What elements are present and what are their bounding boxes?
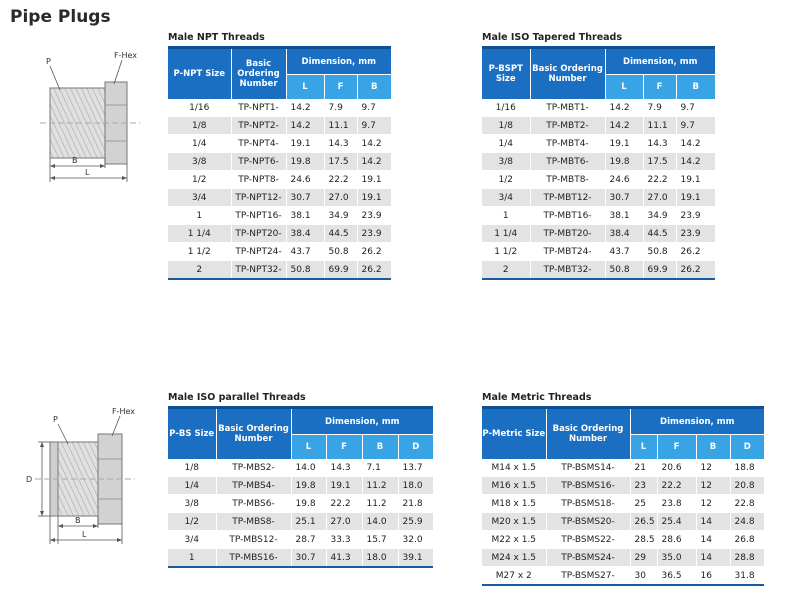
ordering-number-cell: TP-NPT8- — [231, 171, 286, 189]
size-cell: 3/4 — [168, 531, 216, 549]
diagram-label-l: L — [85, 168, 90, 177]
table-row — [482, 531, 764, 549]
size-cell: 3/4 — [482, 189, 530, 207]
size-cell: 1 — [168, 549, 216, 568]
size-cell: M20 x 1.5 — [482, 513, 546, 531]
dimension-cell: 43.7 — [286, 243, 324, 261]
ordering-header: Basic Ordering Number — [216, 408, 291, 460]
metric-table — [482, 406, 764, 586]
dimension-cell: 11.1 — [324, 117, 357, 135]
ordering-number-cell: TP-BSMS27- — [546, 567, 630, 586]
dimension-cell: 12 — [696, 495, 730, 513]
dimension-cell: 28.7 — [291, 531, 326, 549]
dimension-cell: 14.2 — [286, 117, 324, 135]
dimension-cell: 39.1 — [398, 549, 433, 568]
dimension-cell: 26.2 — [357, 261, 391, 280]
table-row — [482, 459, 764, 477]
dimension-cell: 11.1 — [643, 117, 676, 135]
size-header: P-NPT Size — [168, 48, 231, 100]
iso-parallel-table — [168, 406, 433, 568]
dimension-cell: 27.0 — [324, 189, 357, 207]
dimension-cell: 14.2 — [605, 117, 643, 135]
ordering-number-cell: TP-NPT20- — [231, 225, 286, 243]
dimension-cell: 14.2 — [357, 153, 391, 171]
dimension-cell: 23.9 — [676, 225, 715, 243]
dimension-cell: 30.7 — [605, 189, 643, 207]
dim-col-header: B — [362, 435, 398, 460]
table-row — [482, 189, 715, 207]
dimension-cell: 18.0 — [398, 477, 433, 495]
dimension-cell: 17.5 — [643, 153, 676, 171]
dimension-cell: 27.0 — [643, 189, 676, 207]
ordering-number-cell: TP-BSMS16- — [546, 477, 630, 495]
size-cell: 1 1/4 — [168, 225, 231, 243]
dimension-cell: 9.7 — [676, 117, 715, 135]
dimension-cell: 14.3 — [326, 459, 362, 477]
table-caption: Male NPT Threads — [168, 32, 265, 43]
dimension-cell: 14.0 — [362, 513, 398, 531]
dim-col-header: B — [696, 435, 730, 460]
table-row — [168, 135, 391, 153]
dimension-cell: 14.2 — [286, 99, 324, 117]
ordering-number-cell: TP-NPT12- — [231, 189, 286, 207]
size-cell: 3/4 — [168, 189, 231, 207]
size-cell: 2 — [482, 261, 530, 280]
size-header: P-Metric Size — [482, 408, 546, 460]
dimension-cell: 43.7 — [605, 243, 643, 261]
dimension-cell: 29 — [630, 549, 657, 567]
dimension-cell: 19.8 — [286, 153, 324, 171]
size-cell: 1/2 — [168, 513, 216, 531]
ordering-header: Basic Ordering Number — [546, 408, 630, 460]
size-cell: 1/8 — [482, 117, 530, 135]
size-cell: M16 x 1.5 — [482, 477, 546, 495]
dimension-cell: 12 — [696, 477, 730, 495]
page-title: Pipe Plugs — [10, 7, 111, 27]
diagram-label-fhex: F-Hex — [112, 407, 136, 416]
size-cell: 2 — [168, 261, 231, 280]
pipe-plug-diagram-parallel — [20, 402, 150, 547]
pipe-plug-diagram-tapered — [30, 50, 150, 185]
table-block-iso-tapered — [482, 32, 715, 280]
dimension-cell: 19.8 — [291, 477, 326, 495]
table-row — [482, 243, 715, 261]
dim-col-header: B — [676, 75, 715, 100]
table-row — [168, 549, 433, 568]
dimension-cell: 20.6 — [657, 459, 696, 477]
dim-col-header: B — [357, 75, 391, 100]
dimension-cell: 19.1 — [357, 189, 391, 207]
ordering-number-cell: TP-MBT6- — [530, 153, 605, 171]
dimension-cell: 14.2 — [676, 135, 715, 153]
dimension-cell: 14.3 — [643, 135, 676, 153]
ordering-header: Basic Ordering Number — [530, 48, 605, 100]
table-row — [482, 99, 715, 117]
table-row — [168, 513, 433, 531]
dimension-cell: 28.8 — [730, 549, 764, 567]
ordering-number-cell: TP-NPT4- — [231, 135, 286, 153]
table-row — [482, 513, 764, 531]
dimension-cell: 26.2 — [676, 261, 715, 280]
table-row — [168, 171, 391, 189]
dimension-cell: 24.8 — [730, 513, 764, 531]
table-block-npt — [168, 32, 391, 280]
ordering-number-cell: TP-BSMS18- — [546, 495, 630, 513]
dimension-cell: 22.2 — [643, 171, 676, 189]
table-caption: Male ISO Tapered Threads — [482, 32, 623, 43]
dim-col-header: D — [730, 435, 764, 460]
dim-col-header: L — [291, 435, 326, 460]
size-cell: M24 x 1.5 — [482, 549, 546, 567]
diagram-label-b: B — [75, 516, 81, 525]
dimension-cell: 7.1 — [362, 459, 398, 477]
ordering-number-cell: TP-MBS8- — [216, 513, 291, 531]
dimension-cell: 14.2 — [357, 135, 391, 153]
size-cell: 1/8 — [168, 117, 231, 135]
ordering-number-cell: TP-MBT4- — [530, 135, 605, 153]
dimension-cell: 38.1 — [286, 207, 324, 225]
table-row — [168, 189, 391, 207]
dimension-cell: 44.5 — [324, 225, 357, 243]
dimension-cell: 14.3 — [324, 135, 357, 153]
dim-col-header: F — [657, 435, 696, 460]
dimension-cell: 25.9 — [398, 513, 433, 531]
dimension-cell: 19.1 — [605, 135, 643, 153]
dim-col-header: F — [643, 75, 676, 100]
diagram-label-p: P — [53, 415, 58, 424]
size-cell: 1/4 — [168, 477, 216, 495]
size-cell: 3/8 — [168, 495, 216, 513]
dimension-cell: 19.1 — [676, 189, 715, 207]
diagram-label-p: P — [46, 57, 51, 66]
table-row — [168, 153, 391, 171]
table-row — [482, 567, 764, 586]
diagram-label-fhex: F-Hex — [114, 51, 138, 60]
table-row — [168, 207, 391, 225]
dimension-cell: 19.8 — [291, 495, 326, 513]
iso-tapered-table — [482, 46, 715, 280]
size-cell: 3/8 — [482, 153, 530, 171]
table-row — [168, 531, 433, 549]
dimension-cell: 41.3 — [326, 549, 362, 568]
dimension-cell: 9.7 — [357, 117, 391, 135]
size-cell: 1 1/2 — [482, 243, 530, 261]
size-cell: 1/8 — [168, 459, 216, 477]
size-cell: M18 x 1.5 — [482, 495, 546, 513]
dimension-cell: 44.5 — [643, 225, 676, 243]
table-row — [168, 261, 391, 280]
table-row — [482, 495, 764, 513]
diagram-label-l: L — [82, 530, 87, 539]
size-cell: 1/2 — [482, 171, 530, 189]
size-cell: M27 x 2 — [482, 567, 546, 586]
dimension-cell: 50.8 — [324, 243, 357, 261]
size-cell: 1 — [168, 207, 231, 225]
dim-col-header: F — [324, 75, 357, 100]
dimension-cell: 7.9 — [324, 99, 357, 117]
ordering-number-cell: TP-MBT24- — [530, 243, 605, 261]
size-cell: M22 x 1.5 — [482, 531, 546, 549]
dimension-cell: 50.8 — [643, 243, 676, 261]
ordering-number-cell: TP-NPT32- — [231, 261, 286, 280]
dimension-header: Dimension, mm — [291, 408, 433, 435]
dim-col-header: L — [605, 75, 643, 100]
table-row — [482, 135, 715, 153]
dimension-cell: 25 — [630, 495, 657, 513]
dimension-cell: 36.5 — [657, 567, 696, 586]
dimension-cell: 69.9 — [324, 261, 357, 280]
dimension-header: Dimension, mm — [605, 48, 715, 75]
ordering-number-cell: TP-NPT1- — [231, 99, 286, 117]
dimension-cell: 21.8 — [398, 495, 433, 513]
size-cell: M14 x 1.5 — [482, 459, 546, 477]
size-cell: 1/16 — [168, 99, 231, 117]
table-caption: Male ISO parallel Threads — [168, 392, 306, 403]
dimension-cell: 26.2 — [676, 243, 715, 261]
dimension-cell: 20.8 — [730, 477, 764, 495]
dimension-cell: 15.7 — [362, 531, 398, 549]
size-header: P-BS Size — [168, 408, 216, 460]
table-row — [482, 117, 715, 135]
table-row — [482, 261, 715, 280]
dimension-cell: 19.1 — [286, 135, 324, 153]
table-row — [482, 153, 715, 171]
dimension-cell: 9.7 — [357, 99, 391, 117]
dimension-cell: 16 — [696, 567, 730, 586]
dimension-cell: 14.2 — [605, 99, 643, 117]
dimension-cell: 25.1 — [291, 513, 326, 531]
dimension-cell: 18.0 — [362, 549, 398, 568]
size-cell: 1 1/2 — [168, 243, 231, 261]
dim-col-header: L — [286, 75, 324, 100]
dimension-cell: 18.8 — [730, 459, 764, 477]
dimension-header: Dimension, mm — [630, 408, 764, 435]
ordering-number-cell: TP-BSMS24- — [546, 549, 630, 567]
dimension-cell: 30 — [630, 567, 657, 586]
ordering-number-cell: TP-MBT32- — [530, 261, 605, 280]
ordering-number-cell: TP-NPT2- — [231, 117, 286, 135]
size-cell: 1/4 — [482, 135, 530, 153]
table-row — [168, 459, 433, 477]
table-row — [482, 225, 715, 243]
table-row — [168, 117, 391, 135]
ordering-number-cell: TP-MBT8- — [530, 171, 605, 189]
size-cell: 1 1/4 — [482, 225, 530, 243]
dimension-cell: 19.8 — [605, 153, 643, 171]
ordering-number-cell: TP-MBT12- — [530, 189, 605, 207]
dimension-cell: 14 — [696, 549, 730, 567]
size-header: P-BSPT Size — [482, 48, 530, 100]
dimension-cell: 11.2 — [362, 495, 398, 513]
table-block-metric — [482, 392, 764, 586]
dimension-cell: 19.1 — [326, 477, 362, 495]
ordering-number-cell: TP-MBS12- — [216, 531, 291, 549]
dimension-cell: 25.4 — [657, 513, 696, 531]
ordering-number-cell: TP-MBS4- — [216, 477, 291, 495]
ordering-number-cell: TP-MBT20- — [530, 225, 605, 243]
dimension-cell: 19.1 — [676, 171, 715, 189]
dimension-cell: 14 — [696, 513, 730, 531]
dimension-cell: 23.9 — [357, 207, 391, 225]
dimension-cell: 13.7 — [398, 459, 433, 477]
dimension-cell: 14.2 — [676, 153, 715, 171]
dimension-header: Dimension, mm — [286, 48, 391, 75]
dimension-cell: 19.1 — [357, 171, 391, 189]
dimension-cell: 9.7 — [676, 99, 715, 117]
dimension-cell: 34.9 — [324, 207, 357, 225]
table-block-iso-parallel — [168, 392, 433, 568]
dimension-cell: 26.5 — [630, 513, 657, 531]
dimension-cell: 35.0 — [657, 549, 696, 567]
dimension-cell: 22.2 — [324, 171, 357, 189]
dimension-cell: 32.0 — [398, 531, 433, 549]
dimension-cell: 31.8 — [730, 567, 764, 586]
ordering-number-cell: TP-BSMS14- — [546, 459, 630, 477]
table-row — [168, 99, 391, 117]
table-row — [168, 243, 391, 261]
dimension-cell: 24.6 — [605, 171, 643, 189]
dimension-cell: 33.3 — [326, 531, 362, 549]
dimension-cell: 22.8 — [730, 495, 764, 513]
size-cell: 1/4 — [168, 135, 231, 153]
dimension-cell: 30.7 — [286, 189, 324, 207]
dimension-cell: 26.2 — [357, 243, 391, 261]
dimension-cell: 30.7 — [291, 549, 326, 568]
dimension-cell: 14 — [696, 531, 730, 549]
dimension-cell: 23.8 — [657, 495, 696, 513]
dimension-cell: 27.0 — [326, 513, 362, 531]
dimension-cell: 14.0 — [291, 459, 326, 477]
npt-table — [168, 46, 391, 280]
table-row — [168, 495, 433, 513]
table-row — [168, 477, 433, 495]
size-cell: 1/16 — [482, 99, 530, 117]
ordering-number-cell: TP-MBT16- — [530, 207, 605, 225]
dimension-cell: 50.8 — [605, 261, 643, 280]
dimension-cell: 69.9 — [643, 261, 676, 280]
ordering-number-cell: TP-MBS16- — [216, 549, 291, 568]
table-row — [482, 549, 764, 567]
table-caption: Male Metric Threads — [482, 392, 592, 403]
ordering-number-cell: TP-NPT6- — [231, 153, 286, 171]
dim-col-header: D — [398, 435, 433, 460]
ordering-number-cell: TP-NPT16- — [231, 207, 286, 225]
size-cell: 3/8 — [168, 153, 231, 171]
dimension-cell: 38.4 — [605, 225, 643, 243]
dimension-cell: 26.8 — [730, 531, 764, 549]
dimension-cell: 50.8 — [286, 261, 324, 280]
size-cell: 1 — [482, 207, 530, 225]
table-row — [168, 225, 391, 243]
dimension-cell: 28.5 — [630, 531, 657, 549]
diagram-label-b: B — [72, 156, 78, 165]
ordering-number-cell: TP-MBS2- — [216, 459, 291, 477]
dimension-cell: 23 — [630, 477, 657, 495]
dimension-cell: 24.6 — [286, 171, 324, 189]
ordering-number-cell: TP-BSMS22- — [546, 531, 630, 549]
table-row — [482, 477, 764, 495]
size-cell: 1/2 — [168, 171, 231, 189]
ordering-header: Basic Ordering Number — [231, 48, 286, 100]
dimension-cell: 7.9 — [643, 99, 676, 117]
dim-col-header: L — [630, 435, 657, 460]
ordering-number-cell: TP-BSMS20- — [546, 513, 630, 531]
ordering-number-cell: TP-MBT2- — [530, 117, 605, 135]
table-row — [482, 171, 715, 189]
dimension-cell: 22.2 — [657, 477, 696, 495]
dimension-cell: 17.5 — [324, 153, 357, 171]
dimension-cell: 28.6 — [657, 531, 696, 549]
diagram-label-d: D — [26, 475, 33, 484]
ordering-number-cell: TP-MBT1- — [530, 99, 605, 117]
dim-col-header: F — [326, 435, 362, 460]
dimension-cell: 34.9 — [643, 207, 676, 225]
dimension-cell: 38.1 — [605, 207, 643, 225]
dimension-cell: 11.2 — [362, 477, 398, 495]
dimension-cell: 22.2 — [326, 495, 362, 513]
dimension-cell: 38.4 — [286, 225, 324, 243]
ordering-number-cell: TP-MBS6- — [216, 495, 291, 513]
dimension-cell: 21 — [630, 459, 657, 477]
dimension-cell: 23.9 — [676, 207, 715, 225]
dimension-cell: 12 — [696, 459, 730, 477]
ordering-number-cell: TP-NPT24- — [231, 243, 286, 261]
dimension-cell: 23.9 — [357, 225, 391, 243]
table-row — [482, 207, 715, 225]
